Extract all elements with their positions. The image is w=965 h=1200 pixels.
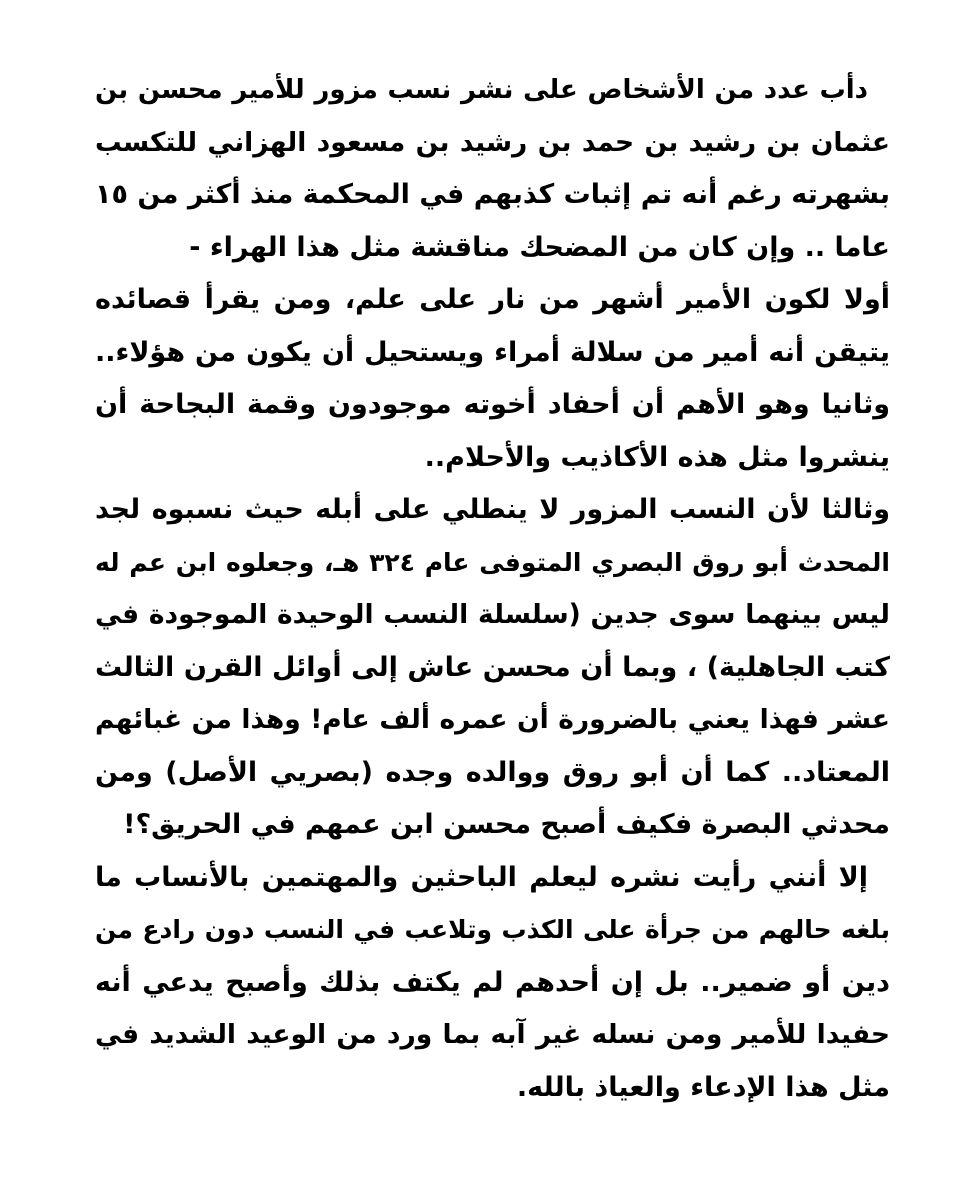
- text-line: مثل هذا الإدعاء والعياذ بالله.: [516, 1071, 890, 1103]
- text-line: عثمان بن رشيد بن حمد بن رشيد بن مسعود الهزاني للتكسب: [95, 126, 890, 158]
- paragraph: [95, 484, 890, 852]
- text-line: دأب عدد من الأشخاص على نشر نسب مزور للأمير محسن بن: [95, 75, 868, 105]
- text-line: بشهرته رغم أنه تم إثبات كذبهم في المحكمة منذ أكثر من ١٥: [95, 179, 890, 210]
- text-line: أولا لكون الأمير أشهر من نار على علم، ومن يقرأ قصائده: [95, 284, 890, 315]
- text-line: ليس بينهما سوى جدين (سلسلة النسب الوحيدة الموجودة في: [95, 599, 890, 630]
- text-line: وثانيا وهو الأهم أن أحفاد أخوته موجودون وقمة البجاحة أن: [95, 389, 890, 420]
- text-line: حفيدا للأمير ومن نسله غير آبه بما ورد من الوعيد الشديد في: [95, 1019, 890, 1050]
- paragraph: [95, 852, 890, 1115]
- article-body: [95, 64, 890, 1114]
- text-line: محدثي البصرة فكيف أصبح محسن ابن عمهم في الحريق؟!: [123, 809, 890, 840]
- text-line: المعتاد.. كما أن أبو روق ووالده وجده (بصريي الأصل) ومن: [95, 756, 890, 788]
- text-line: يتيقن أنه أمير من سلالة أمراء ويستحيل أن يكون من هؤلاء..: [95, 336, 890, 368]
- text-line: كتب الجاهلية) ، وبما أن محسن عاش إلى أوائل القرن الثالث: [95, 651, 890, 683]
- paragraph: [95, 64, 890, 274]
- paragraph: [95, 274, 890, 379]
- text-line: ينشروا مثل هذه الأكاذيب والأحلام..: [424, 441, 890, 473]
- text-line: دين أو ضمير.. بل إن أحدهم لم يكتف بذلك وأصبح يدعي أنه: [95, 966, 890, 998]
- text-line: وثالثا لأن النسب المزور لا ينطلي على أبله حيث نسبوه لجد: [95, 494, 890, 525]
- text-line: المحدث أبو روق البصري المتوفى عام ٣٢٤ هـ، وجعلوه ابن عم له: [95, 547, 890, 577]
- paragraph: [95, 379, 890, 484]
- text-line: عاما .. وإن كان من المضحك مناقشة مثل هذا الهراء -: [189, 231, 890, 263]
- text-line: بلغه حالهم من جرأة على الكذب وتلاعب في النسب دون رادع من: [95, 915, 890, 944]
- text-line: إلا أنني رأيت نشره ليعلم الباحثين والمهتمين بالأنساب ما: [95, 861, 868, 893]
- text-line: عشر فهذا يعني بالضرورة أن عمره ألف عام! وهذا من غبائهم: [95, 704, 890, 735]
